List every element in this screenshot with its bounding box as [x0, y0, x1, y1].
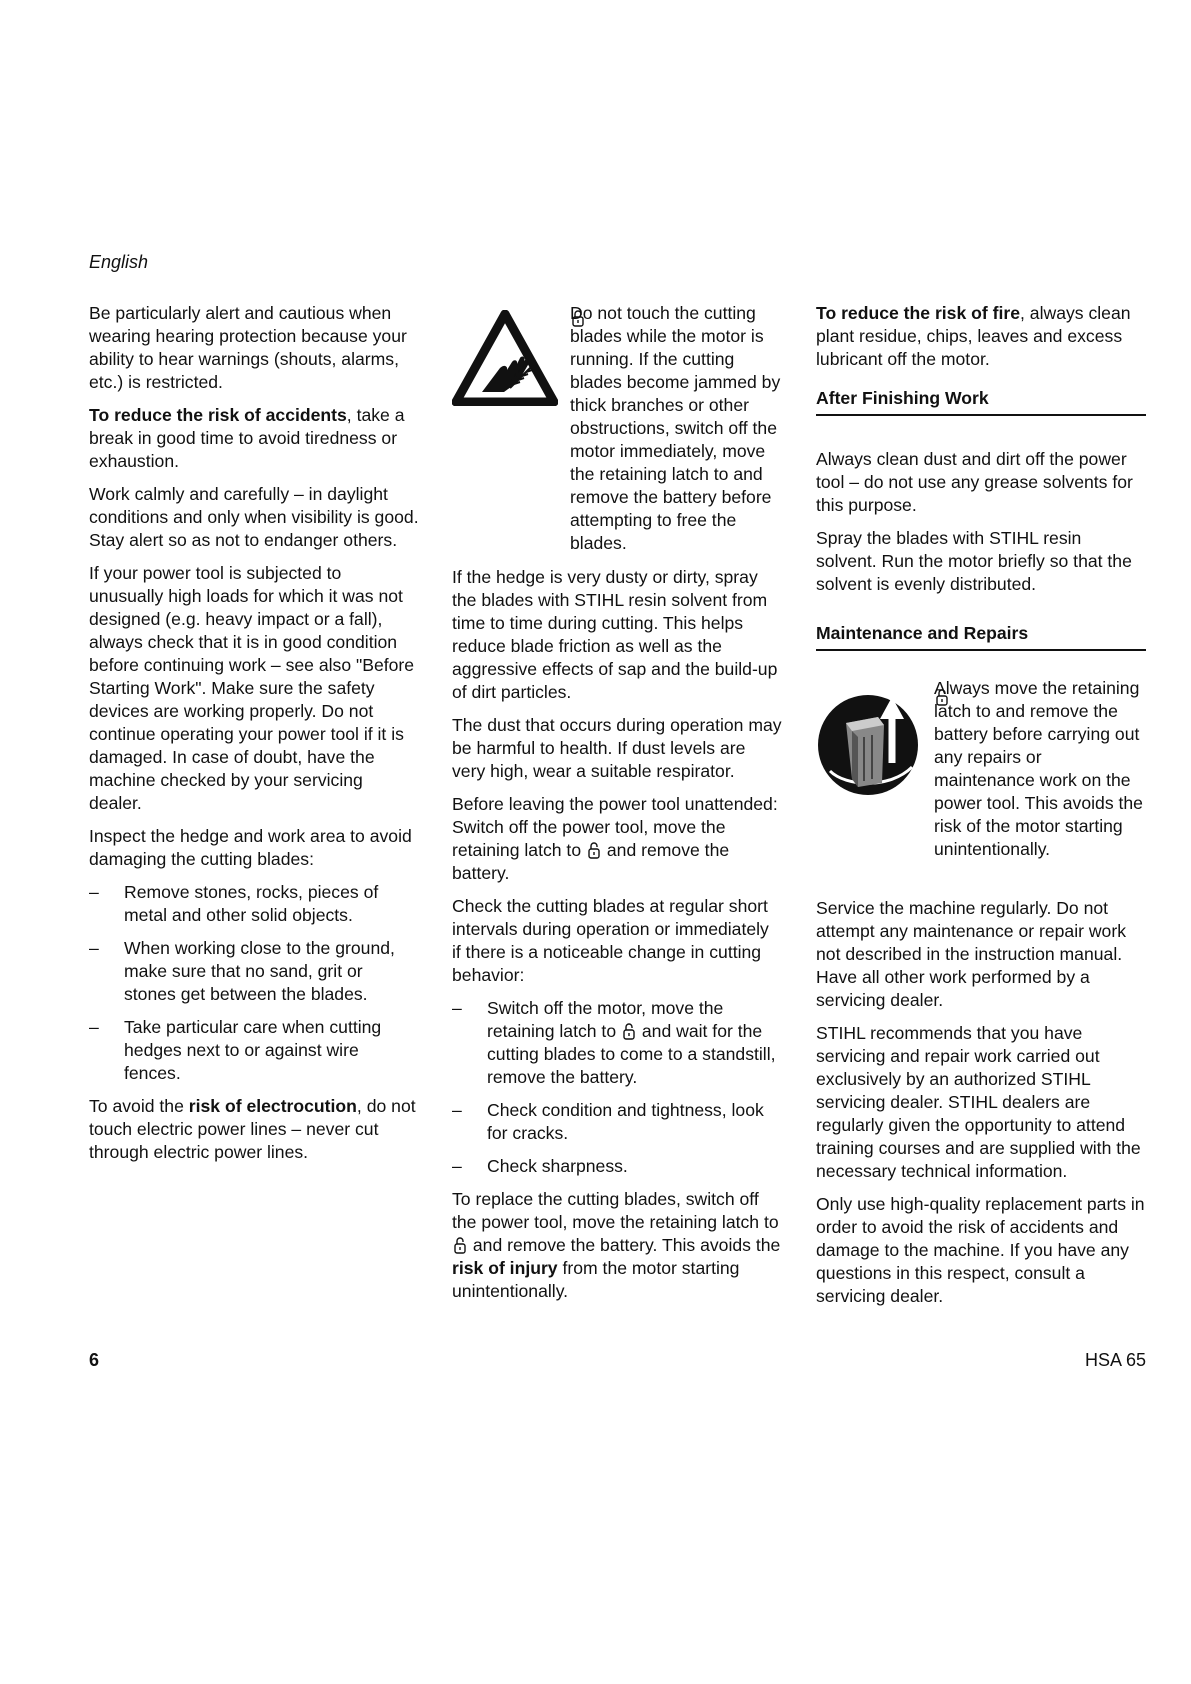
paragraph: If your power tool is subjected to unusually high loads for which it was not designed (e.g. heavy impact or a fall), always check that it is in good condition before continuing work – see also "Before Starting Work". Make sure the safety devices are working properly. Do not continue operating your power tool if it is damaged. In case of doubt, have the machine checked by your servicing dealer. — [89, 563, 415, 813]
warning-block — [452, 302, 782, 556]
unlocked-padlock-icon — [588, 842, 600, 859]
text: Before leaving the power tool unattended: Switch off the power tool, move the retaining latch to — [452, 794, 778, 860]
paragraph: Work calmly and carefully – in daylight conditions and only when visibility is good. Stay alert so as not to endanger others. — [89, 484, 419, 550]
list-item: – Check condition and tightness, look for cracks. — [452, 1099, 782, 1145]
bold-text: To reduce the risk of accidents — [89, 405, 347, 425]
paragraph: Spray the blades with STIHL resin solvent. Run the motor briefly so that the solvent is evenly distributed. — [816, 528, 1132, 594]
paragraph: Be particularly alert and cautious when wearing hearing protection because your ability to hear warnings (shouts, alarms, etc.) is restricted. — [89, 303, 407, 392]
text: from the motor starting unintentionally. — [452, 1258, 740, 1301]
text: and remove the battery before attempting to free the blades. — [570, 464, 772, 553]
text: and remove the battery before carrying out any repairs or maintenance work on the power tool. This avoids the risk of the motor starting unintentionally. — [934, 701, 1143, 859]
section-heading: Maintenance and Repairs — [816, 622, 1146, 651]
paragraph — [89, 404, 419, 473]
text: , always clean plant residue, chips, leaves and excess lubricant off the motor. — [816, 303, 1131, 369]
paragraph: If the hedge is very dusty or dirty, spray the blades with STIHL resin solvent from time to time during cutting. This helps reduce blade friction as well as the aggressive effects of sap and the build-up of dirt particles. — [452, 567, 778, 702]
remove-battery-icon — [816, 689, 926, 799]
unlocked-padlock-icon — [572, 310, 584, 327]
paragraph: Inspect the hedge and work area to avoid damaging the cutting blades: — [89, 826, 412, 869]
text: Always move the retaining latch to — [934, 678, 1140, 721]
unlocked-padlock-icon — [623, 1023, 635, 1040]
paragraph: Only use high-quality replacement parts in order to avoid the risk of accidents and damage to the machine. If you have any questions in this respect, consult a servicing dealer. — [816, 1194, 1145, 1306]
list-item: – Remove stones, rocks, pieces of metal and other solid objects. — [89, 881, 419, 927]
paragraph: Service the machine regularly. Do not attempt any maintenance or repair work not described in the instruction manual. Have all other work performed by a servicing dealer. — [816, 898, 1126, 1010]
list-item-text: Check condition and tightness, look for cracks. — [487, 1100, 764, 1143]
text: and wait for the cutting blades to come to a standstill, remove the battery. — [487, 1021, 776, 1087]
unlocked-padlock-icon — [936, 689, 948, 706]
bold-text: risk of electrocution — [188, 1096, 357, 1116]
column-middle — [452, 302, 782, 1313]
paragraph: Check the cutting blades at regular short intervals during operation or immediately if there is a noticeable change in cutting behavior: — [452, 896, 769, 985]
paragraph — [89, 1095, 419, 1164]
column-left — [89, 302, 419, 1174]
list-item-text — [487, 997, 782, 1089]
column-right — [816, 302, 1146, 1318]
section-heading: After Finishing Work — [816, 387, 1146, 416]
paragraph — [452, 793, 782, 885]
list-item-text: Check sharpness. — [487, 1156, 628, 1176]
text: and remove the battery. This avoids the — [472, 1235, 781, 1255]
text: , take a break in good time to avoid tiredness or exhaustion. — [89, 405, 405, 471]
text: To replace the cutting blades, switch off the power tool, move the retaining latch to — [452, 1189, 779, 1232]
page-number: 6 — [89, 1350, 100, 1370]
language-label: English — [89, 252, 149, 272]
text: Switch off the motor, move the retaining latch to — [487, 998, 724, 1041]
list-item: – When working close to the ground, make sure that no sand, grit or stones get between the blades. — [89, 937, 419, 1006]
unlocked-padlock-icon — [454, 1237, 466, 1254]
maintenance-text — [934, 677, 1146, 861]
text: and remove the battery. — [452, 840, 730, 883]
paragraph: Always clean dust and dirt off the power tool – do not use any grease solvents for this purpose. — [816, 449, 1133, 515]
list-item-text: Remove stones, rocks, pieces of metal and other solid objects. — [124, 882, 379, 925]
model-name: HSA 65 — [1084, 1350, 1146, 1370]
list-item: – Switch off the motor, move the retaining latch to and wait for the cutting blades to come to a standstill, remove the battery. — [452, 997, 782, 1089]
text: Do not touch the cutting blades while the motor is running. If the cutting blades become jammed by thick branches or other obstructions, switch off the motor immediately, move the retaining latch to — [570, 303, 781, 484]
bold-text: risk of injury — [452, 1258, 558, 1278]
paragraph — [816, 302, 1146, 371]
paragraph: STIHL recommends that you have servicing and repair work carried out exclusively by an authorized STIHL servicing dealer. STIHL dealers are regularly given the opportunity to attend training courses and are supplied with the necessary technical information. — [816, 1023, 1141, 1181]
warning-text — [570, 302, 782, 555]
text: To avoid the — [89, 1096, 189, 1116]
bold-text: To reduce the risk of fire — [816, 303, 1021, 323]
hand-blade-warning-icon — [452, 310, 558, 406]
list-item: – Check sharpness. — [452, 1155, 782, 1178]
list-item: – Take particular care when cutting hedges next to or against wire fences. — [89, 1016, 419, 1085]
text: , do not touch electric power lines – never cut through electric power lines. — [89, 1096, 416, 1162]
paragraph — [452, 1188, 782, 1303]
maintenance-block — [816, 677, 1146, 887]
list-item-text: When working close to the ground, make sure that no sand, grit or stones get between the blades. — [124, 938, 395, 1004]
list-item-text: Take particular care when cutting hedges next to or against wire fences. — [124, 1017, 382, 1083]
paragraph: The dust that occurs during operation may be harmful to health. If dust levels are very high, wear a suitable respirator. — [452, 715, 782, 781]
